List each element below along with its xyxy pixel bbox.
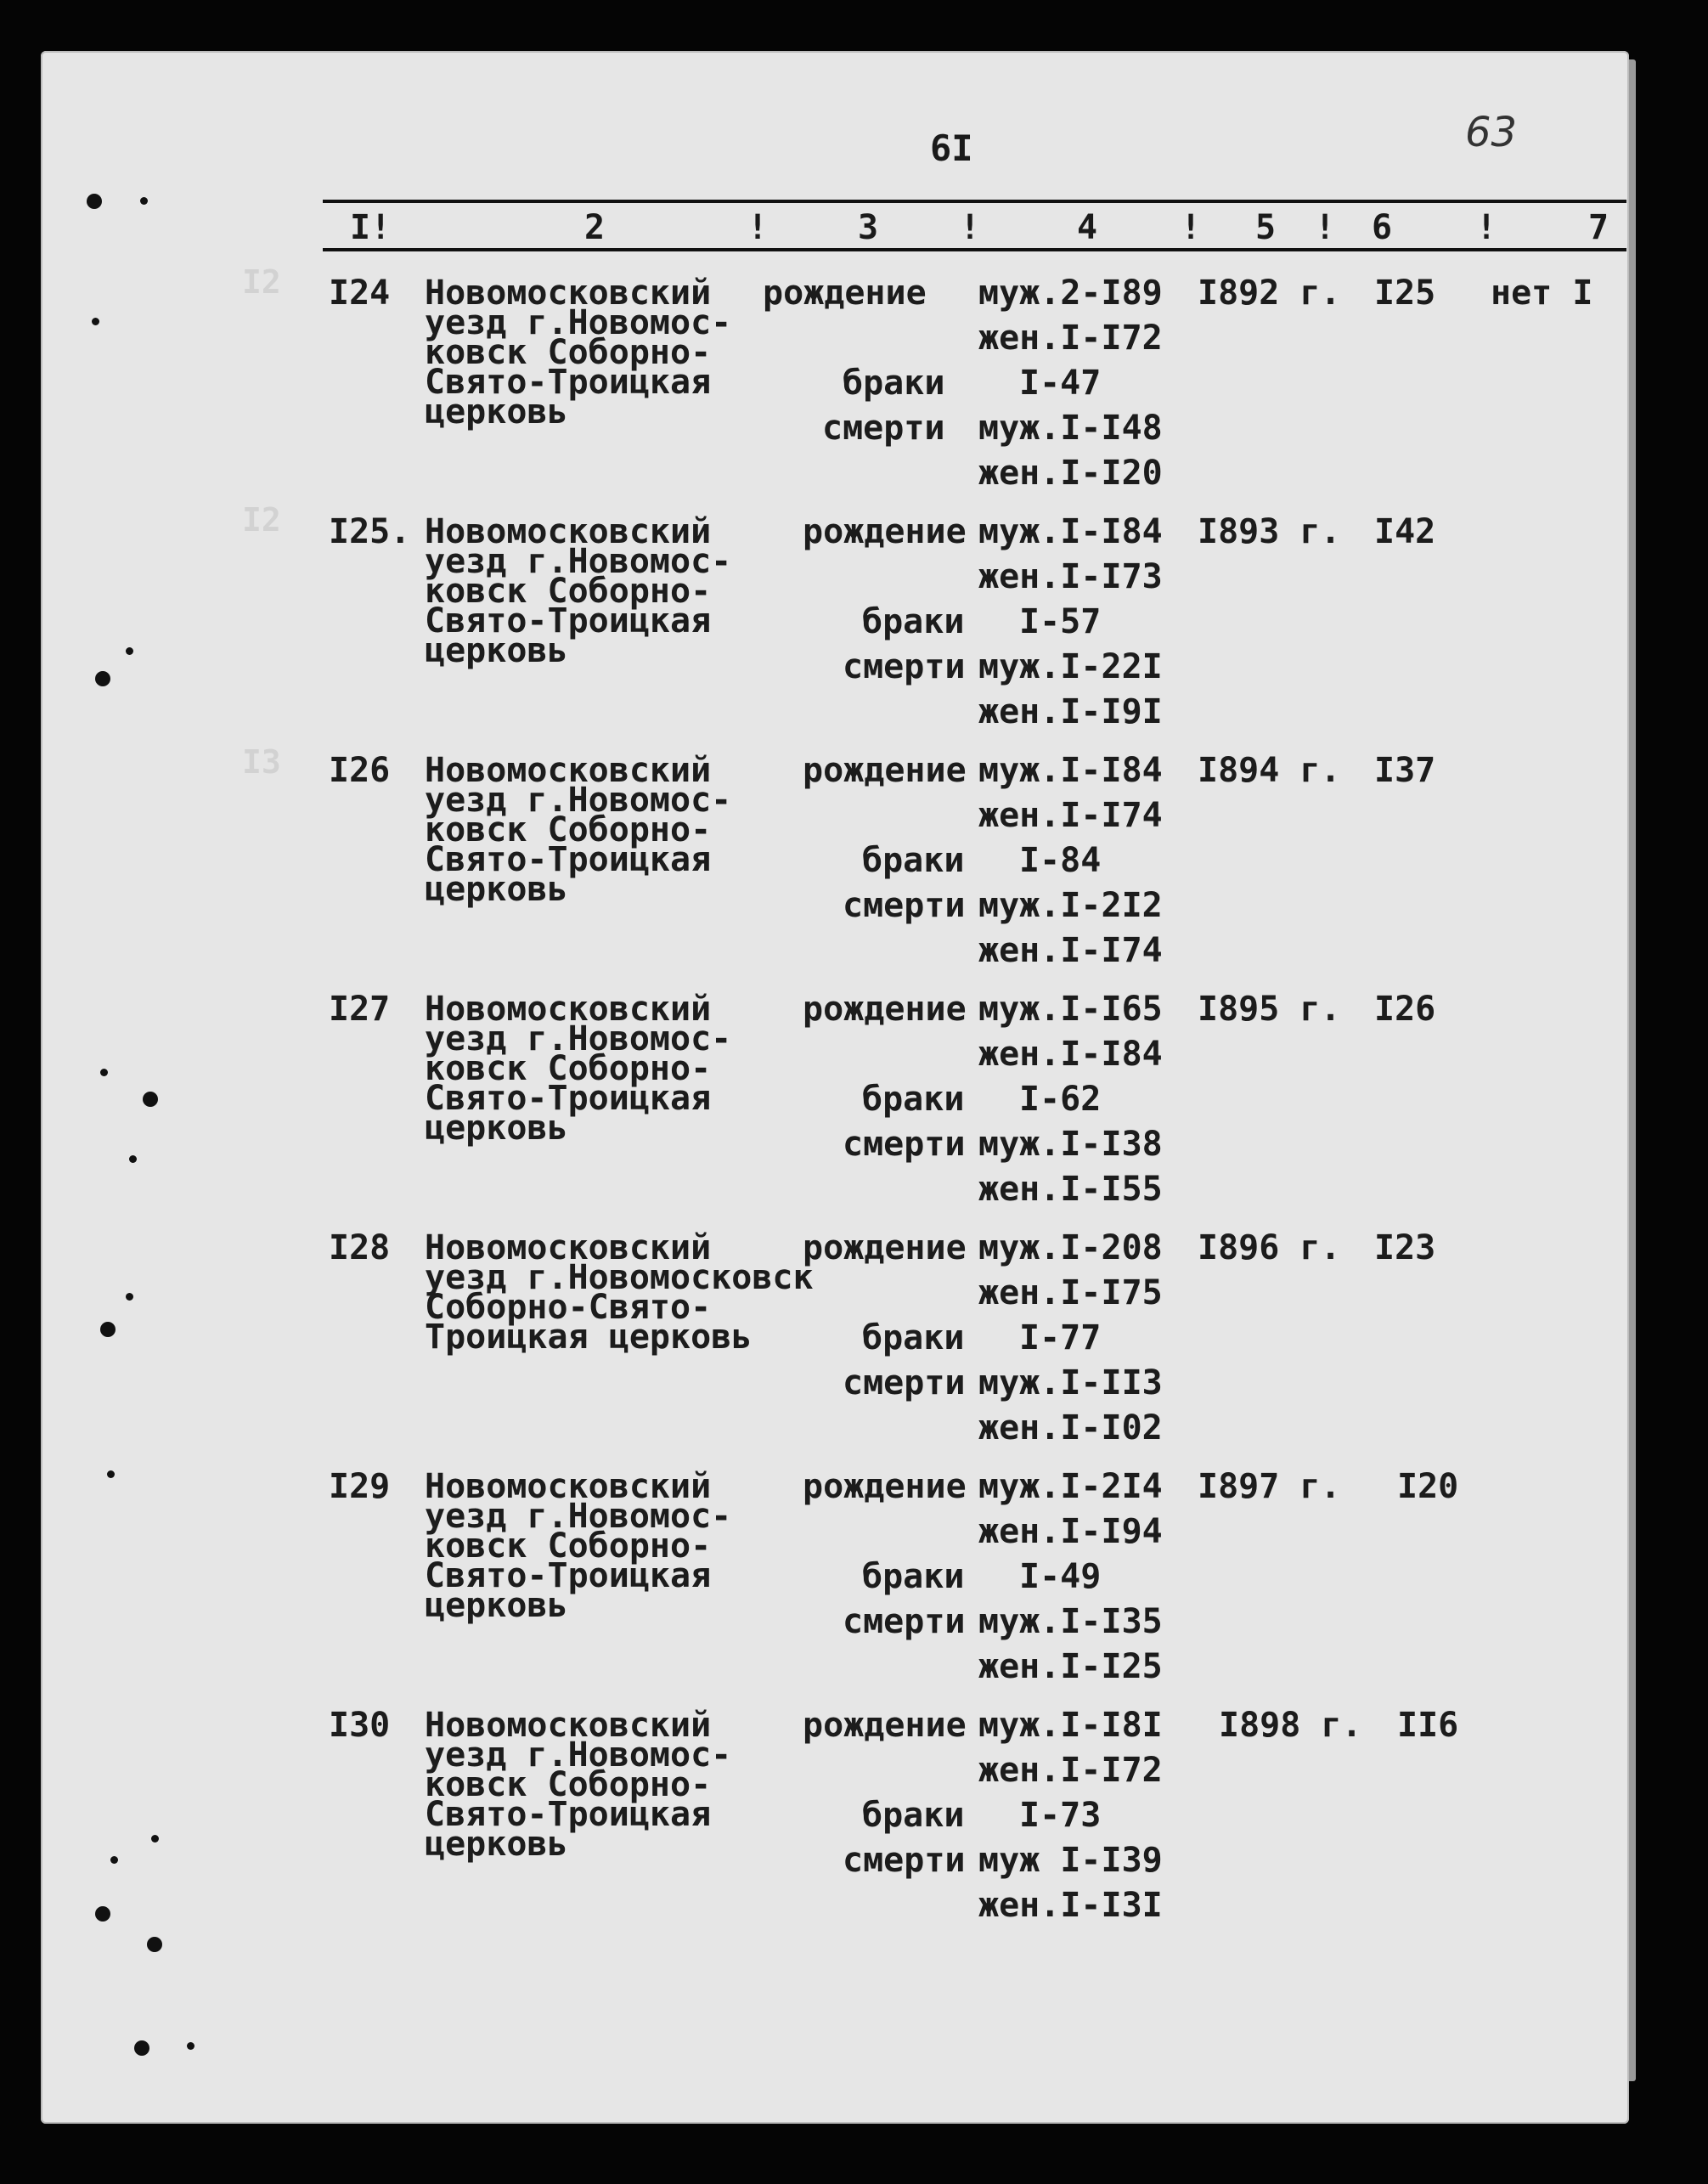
record-count: муж.I-I84 [978, 512, 1163, 551]
record-count: жен.I-I74 [978, 796, 1163, 835]
record-count: муж.2-I89 [978, 274, 1163, 313]
place-line: Троицкая церковь [425, 1318, 753, 1357]
year: I898 г. [1219, 1706, 1362, 1745]
place-line: Новомосковский [425, 1706, 712, 1745]
punch-hole [126, 647, 133, 655]
event-type: браки [862, 1080, 965, 1119]
column-header: 6 [1372, 208, 1393, 247]
punch-hole [143, 1092, 158, 1107]
place-line: ковск Соборно- [425, 572, 712, 611]
punch-hole [134, 2040, 149, 2056]
bleed-through: I2 [242, 263, 281, 301]
sheet-count: I42 [1374, 512, 1436, 551]
place-line: Свято-Троицкая [425, 1556, 712, 1595]
punch-hole [187, 2042, 194, 2050]
place-line: церковь [425, 631, 568, 670]
record-count: жен.I-I25 [978, 1647, 1163, 1686]
record-count: муж.I-I84 [978, 751, 1163, 790]
event-type: браки [862, 841, 965, 880]
record-count: жен.I-I9I [978, 692, 1163, 731]
column-separator: ! [960, 208, 981, 247]
place-line: уезд г.Новомос- [425, 303, 732, 342]
punch-hole [100, 1069, 108, 1076]
record-count: муж.I-I8I [978, 1706, 1163, 1745]
column-separator: ! [1181, 208, 1202, 247]
punch-hole [129, 1155, 137, 1163]
punch-hole [87, 194, 102, 209]
place-line: уезд г.Новомос- [425, 1019, 732, 1058]
record-number: I30 [329, 1706, 391, 1745]
page-number: 6I [930, 127, 973, 169]
event-type: смерти [843, 1841, 966, 1880]
record-count: муж.I-208 [978, 1228, 1163, 1267]
column-header: 2 [584, 208, 606, 247]
record-count: жен.I-I75 [978, 1273, 1163, 1312]
record-count: жен.I-I72 [978, 319, 1163, 358]
punch-hole [95, 1906, 110, 1922]
record-count: муж.I-II3 [978, 1363, 1163, 1402]
punch-hole [92, 318, 99, 325]
record-count: муж.I-2I2 [978, 886, 1163, 925]
record-count: I-77 [1019, 1318, 1102, 1357]
column-separator: ! [1315, 208, 1336, 247]
place-line: Свято-Троицкая [425, 363, 712, 402]
sheet-count: I26 [1374, 990, 1436, 1029]
place-line: Новомосковский [425, 1228, 712, 1267]
record-number: I29 [329, 1467, 391, 1506]
place-line: ковск Соборно- [425, 810, 712, 849]
year: I892 г. [1198, 274, 1341, 313]
sheet-count: I23 [1374, 1228, 1436, 1267]
place-line: Свято-Троицкая [425, 601, 712, 641]
column-header: I! [350, 208, 392, 247]
place-line: Новомосковский [425, 751, 712, 790]
event-type: смерти [822, 409, 945, 448]
year: I896 г. [1198, 1228, 1341, 1267]
record-number: I25. [329, 512, 411, 551]
punch-hole [100, 1322, 116, 1337]
record-number: I24 [329, 274, 391, 313]
record-count: I-47 [1019, 364, 1102, 403]
event-type: браки [843, 364, 945, 403]
bleed-through: I2 [242, 501, 281, 539]
year: I894 г. [1198, 751, 1341, 790]
event-type: рождение [803, 1467, 967, 1506]
event-type: смерти [843, 1602, 966, 1641]
record-count: I-57 [1019, 602, 1102, 641]
record-number: I27 [329, 990, 391, 1029]
place-line: Новомосковский [425, 512, 712, 551]
sheet-count: I25 [1374, 274, 1436, 313]
place-line: ковск Соборно- [425, 1527, 712, 1566]
document-page [41, 51, 1629, 2124]
event-type: рождение [803, 1706, 967, 1745]
punch-hole [151, 1835, 159, 1843]
note: нет I [1491, 274, 1593, 313]
event-type: браки [862, 1796, 965, 1835]
punch-hole [140, 197, 148, 205]
column-header: 3 [858, 208, 879, 247]
place-line: Новомосковский [425, 990, 712, 1029]
place-line: уезд г.Новомос- [425, 781, 732, 820]
event-type: смерти [843, 1363, 966, 1402]
record-count: жен.I-I02 [978, 1408, 1163, 1448]
year: I897 г. [1198, 1467, 1341, 1506]
record-number: I26 [329, 751, 391, 790]
column-header: 5 [1255, 208, 1277, 247]
place-line: ковск Соборно- [425, 1049, 712, 1088]
place-line: уезд г.Новомос- [425, 1497, 732, 1536]
record-count: I-49 [1019, 1557, 1102, 1596]
record-count: муж.I-I48 [978, 409, 1163, 448]
place-line: церковь [425, 1586, 568, 1625]
record-count: жен.I-I20 [978, 454, 1163, 493]
record-count: жен.I-I3I [978, 1886, 1163, 1925]
record-count: жен.I-I72 [978, 1751, 1163, 1790]
event-type: смерти [843, 647, 966, 686]
record-count: I-62 [1019, 1080, 1102, 1119]
event-type: смерти [843, 1125, 966, 1164]
record-count: жен.I-I94 [978, 1512, 1163, 1551]
place-line: уезд г.Новомос- [425, 1735, 732, 1775]
punch-hole [126, 1293, 133, 1301]
punch-hole [147, 1937, 162, 1952]
place-line: церковь [425, 1109, 568, 1148]
event-type: рождение [803, 990, 967, 1029]
place-line: церковь [425, 392, 568, 432]
place-line: уезд г.Новомос- [425, 542, 732, 581]
sheet-count: I20 [1397, 1467, 1459, 1506]
place-line: Свято-Троицкая [425, 1795, 712, 1834]
column-separator: ! [747, 208, 769, 247]
place-line: уезд г.Новомосковск [425, 1258, 814, 1297]
column-header: 4 [1077, 208, 1098, 247]
header-bottom-rule [323, 248, 1626, 251]
archive-sheet-number: 63 [1465, 109, 1518, 156]
header-top-rule [323, 200, 1626, 203]
sheet-count: I37 [1374, 751, 1436, 790]
record-count: муж I-I39 [978, 1841, 1163, 1880]
punch-hole [95, 671, 110, 686]
place-line: церковь [425, 870, 568, 909]
event-type: рождение [803, 512, 967, 551]
record-count: муж.I-I35 [978, 1602, 1163, 1641]
record-count: жен.I-I55 [978, 1170, 1163, 1209]
place-line: ковск Соборно- [425, 1765, 712, 1804]
record-count: жен.I-I84 [978, 1035, 1163, 1074]
record-count: муж.I-I38 [978, 1125, 1163, 1164]
record-number: I28 [329, 1228, 391, 1267]
place-line: Соборно-Свято- [425, 1288, 712, 1327]
punch-hole [110, 1856, 118, 1864]
column-header: 7 [1588, 208, 1609, 247]
event-type: браки [862, 1318, 965, 1357]
column-separator: ! [1476, 208, 1497, 247]
record-count: муж.I-2I4 [978, 1467, 1163, 1506]
bleed-through: I3 [242, 743, 281, 781]
place-line: Новомосковский [425, 1467, 712, 1506]
record-count: I-84 [1019, 841, 1102, 880]
record-count: жен.I-I74 [978, 931, 1163, 970]
place-line: Свято-Троицкая [425, 1079, 712, 1118]
record-count: муж.I-I65 [978, 990, 1163, 1029]
punch-hole [107, 1470, 115, 1478]
event-type: рождение [763, 274, 927, 313]
event-type: браки [862, 1557, 965, 1596]
record-count: жен.I-I73 [978, 557, 1163, 596]
event-type: смерти [843, 886, 966, 925]
event-type: рождение [803, 751, 967, 790]
place-line: Новомосковский [425, 274, 712, 313]
event-type: браки [862, 602, 965, 641]
record-count: I-73 [1019, 1796, 1102, 1835]
event-type: рождение [803, 1228, 967, 1267]
year: I895 г. [1198, 990, 1341, 1029]
year: I893 г. [1198, 512, 1341, 551]
record-count: муж.I-22I [978, 647, 1163, 686]
place-line: ковск Соборно- [425, 333, 712, 372]
place-line: Свято-Троицкая [425, 840, 712, 879]
place-line: церковь [425, 1825, 568, 1864]
sheet-count: II6 [1397, 1706, 1459, 1745]
